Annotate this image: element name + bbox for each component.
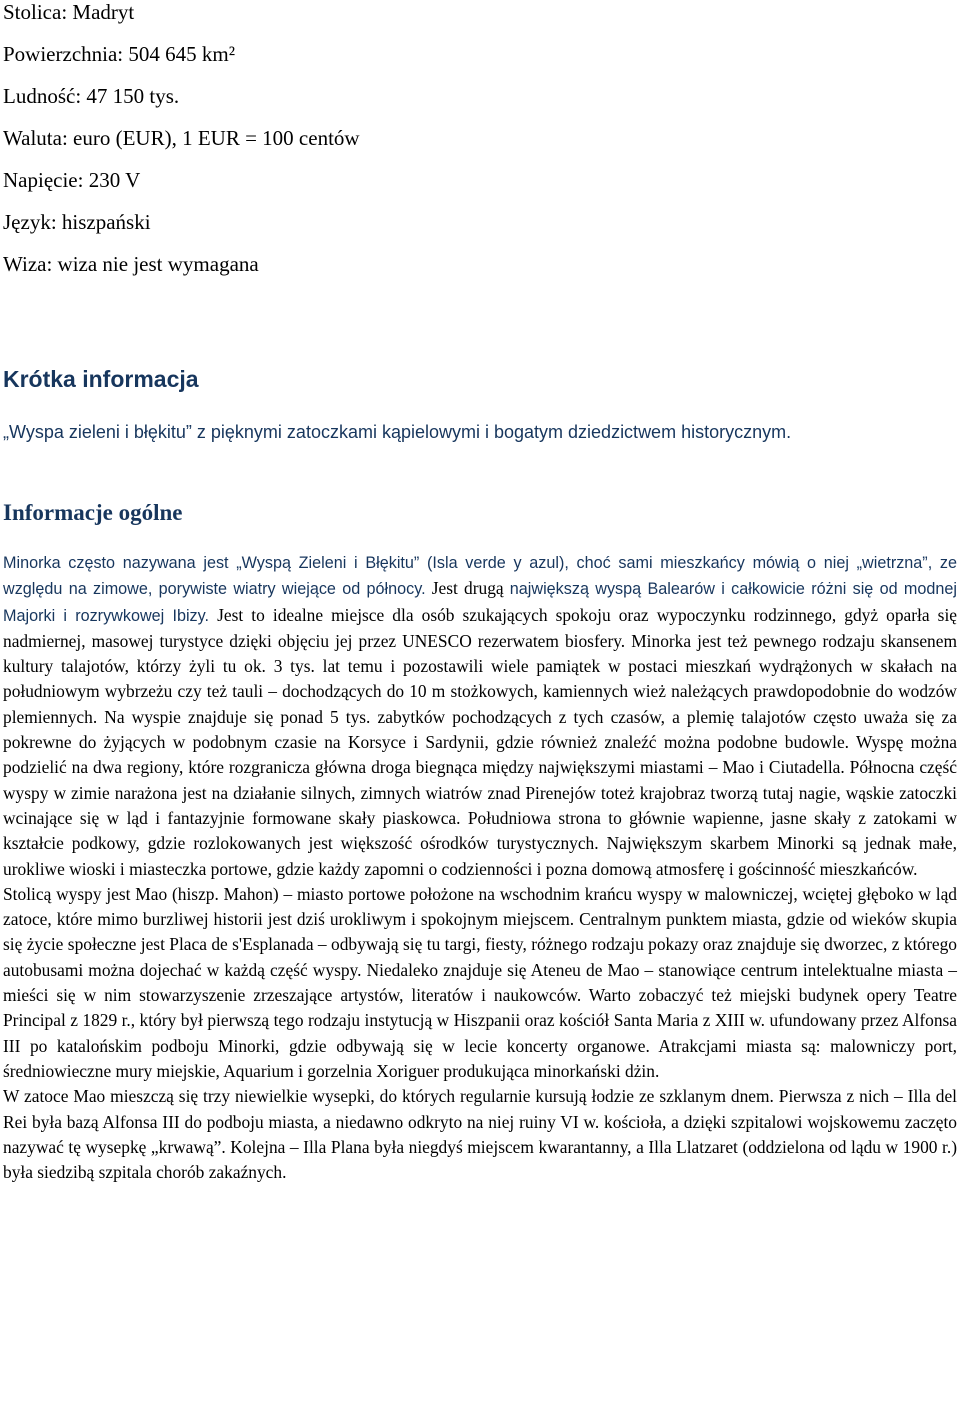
fact-visa: Wiza: wiza nie jest wymagana — [3, 252, 259, 276]
paragraph-2: Stolicą wyspy jest Mao (hiszp. Mahon) – miasto portowe położone na wschodnim krańcu wyspy w malowniczej, wciętej głęboko w ląd zatoce, które mimo burzliwej historii jest dziś urokliwym i spokojnym miejscem. Centralnym punktem miasta, gdzie od wieków skupia się życie społeczne jest Placa de s'Esplanada – odbywają się tu targi, fiesty, różnego rodzaju pokazy oraz znajduje się dworzec, z którego autobusami można dojechać w każdą część wyspy. Niedaleko znajduje się Ateneu de Mao – stanowiące centrum intelektualne miasta – mieści się w nim stowarzyszenie zrzeszające artystów, literatów i naukowców. Warto zobaczyć też miejski budynek opery Teatre Principal z 1829 r., który był pierwszą tego rodzaju instytucją w Hiszpanii oraz kościół Santa Maria z XIII w. ufundowany przez Alfonsa III po katalońskim podboju Minorki, gdzie odbywają się w lecie koncerty organowe. Atrakcjami miasta są: malowniczy port, średniowieczne mury miejskie, Aquarium i gorzelnia Xoriguer produkująca minorkański dżin. — [3, 883, 957, 1081]
paragraph-1 — [3, 550, 957, 882]
fact-capital: Stolica: Madryt — [3, 0, 135, 24]
paragraph-1-serif-part-2: Jest to idealne miejsce dla osób szukających spokoju oraz wypoczynku rodzinnego, gdyż oparła się nadmiernej, masowej turystyce dzięki objęciu jej przez UNESCO rezerwatem biosfery. Minorka jest też pewnego rodzaju skansenem kultury talajotów, którzy żyli tu ok. 3 tys. lat temu i pozostawili wiele pamiątek w postaci mieszkań wydrążonych w skałach na południowym wybrzeżu czy też tauli – dochodzących do 10 m stożkowych, kamiennych wież należących prawdopodobnie do wodzów plemiennych. Na wyspie znajduje się ponad 5 tys. zabytków pochodzących z tych czasów, a plemię talajotów często uważa się za pokrewne do żyjących w podobnym czasie na Korsyce i Sardynii, gdzie również znaleźć można podobne budowle. Wyspę można podzielić na dwa regiony, które rozgranicza główna droga biegnąca między największymi miastami – Mao i Ciutadella. Północna część wyspy w zimie narażona jest na działanie silnych, zimnych wiatrów znad Pirenejów toteż krajobraz tworzą tutaj nagie, wąskie zatoczki wcinające się w ląd i fantazyjnie formowane skały piaskowca. Południowa strona to głównie wapienne, jasne skały z zatokami w kształcie podkowy, gdzie rozlokowanych jest większość ośrodków turystycznych. Największym skarbem Minorki są jednak małe, urokliwe wioski i miasteczka portowe, gdzie każdy zapomni o codzienności i pozna domową atmosferę i gościnność mieszkańców. — [3, 604, 957, 879]
fact-language: Język: hiszpański — [3, 210, 151, 234]
general-info-body — [3, 550, 957, 1185]
document-page — [3, 0, 958, 1183]
paragraph-1-serif-part-1: Jest drugą — [425, 578, 510, 599]
paragraph-1-sans-part-1: Minorka często nazywana jest „Wyspą Zieleni i Błękitu” (Isla verde y azul), choć sami mieszkańcy mówią o niej „wietrzna”, ze względu na zimowe, porywiste wiatry wiejące od północy. — [3, 554, 957, 599]
fact-voltage: Napięcie: 230 V — [3, 168, 141, 192]
fact-population: Ludność: 47 150 tys. — [3, 84, 180, 108]
short-info-text: „Wyspa zieleni i błękitu” z pięknymi zatoczkami kąpielowymi i bogatym dziedzictwem historycznym. — [3, 422, 792, 442]
fact-area: Powierzchnia: 504 645 km² — [3, 42, 236, 66]
facts-list — [3, 2, 957, 275]
paragraph-3: W zatoce Mao mieszczą się trzy niewielkie wysepki, do których regularnie kursują łodzie ze szklanym dnem. Pierwsza z nich – Illa del Rei była bazą Alfonsa III do podboju miasta, a niedawno odkryto na niej ruiny VI w. kościoła, a dzięki szpitalowi wojskowemu zaczęto nazywać tę wysepkę „krwawą”. Kolejna – Illa Plana była niegdyś miejscem kwarantanny, a Illa Llatzaret (oddzielona od lądu w 1900 r.) była siedzibą szpitala chorób zakaźnych. — [3, 1086, 957, 1183]
fact-currency: Waluta: euro (EUR), 1 EUR = 100 centów — [3, 126, 360, 150]
general-info-heading: Informacje ogólne — [3, 500, 183, 525]
short-info-heading: Krótka informacja — [3, 366, 199, 392]
paragraph-1-sans-part-2: największą wyspą Balearów i całkowicie różni się od modnej Majorki i rozrywkowej Ibizy. — [3, 580, 958, 625]
